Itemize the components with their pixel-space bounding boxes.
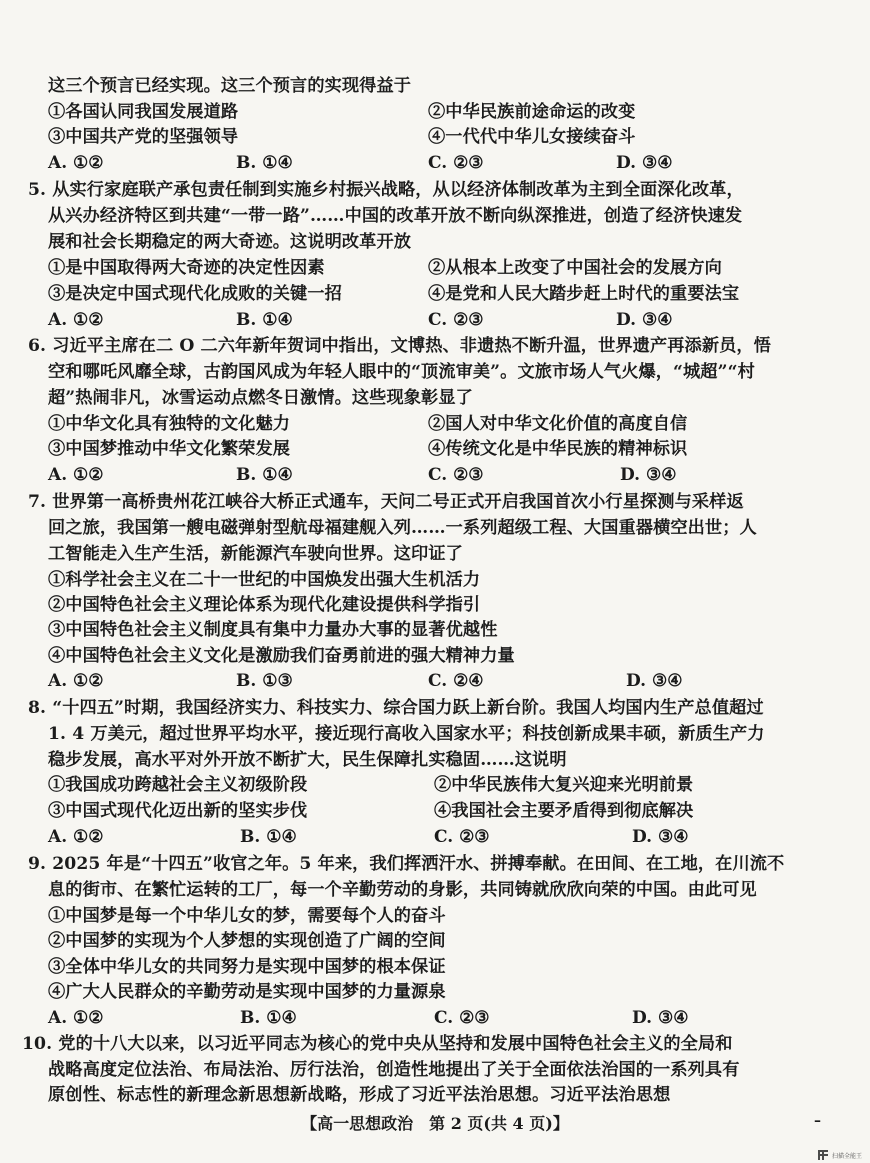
q5-stem-line-1: 5. 从实行家庭联产承包责任制到实施乡村振兴战略，从以经济体制改革为主到全面深化改革， xyxy=(28,180,744,200)
q4-option-d: D. ③④ xyxy=(616,153,673,173)
q5-statement-1: ①是中国取得两大奇迹的决定性因素 xyxy=(48,258,325,278)
q7-statement-2: ②中国特色社会主义理论体系为现代化建设提供科学指引 xyxy=(48,595,481,615)
q5-option-a: A. ①② xyxy=(48,310,104,330)
q9-stem-line-2: 息的街市、在繁忙运转的工厂，每一个辛勤劳动的身影，共同铸就欣欣向荣的中国。由此可见 xyxy=(48,880,757,900)
scanner-logo-icon xyxy=(818,1150,828,1160)
q4-statement-3: ③中国共产党的坚强领导 xyxy=(48,127,239,147)
q5-statement-4: ④是党和人民大踏步赶上时代的重要法宝 xyxy=(428,284,740,304)
q9-option-c: C. ②③ xyxy=(434,1008,490,1028)
q8-stem-line-1: 8. “十四五”时期，我国经济实力、科技实力、综合国力跃上新台阶。我国人均国内生产总值超过 xyxy=(28,698,764,718)
q8-option-b: B. ①④ xyxy=(240,827,297,847)
q7-option-d: D. ③④ xyxy=(626,671,683,691)
q9-option-b: B. ①④ xyxy=(240,1008,297,1028)
q7-option-a: A. ①② xyxy=(48,671,104,691)
q4-statement-1: ①各国认同我国发展道路 xyxy=(48,102,239,122)
q4-option-b: B. ①④ xyxy=(236,153,293,173)
q6-stem-line-1: 6. 习近平主席在二 O 二六年新年贺词中指出，文博热、非遗热不断升温，世界遗产再添新员，悟 xyxy=(28,336,771,356)
q8-statement-3: ③中国式现代化迈出新的坚实步伐 xyxy=(48,801,308,821)
q7-statement-3: ③中国特色社会主义制度具有集中力量办大事的显著优越性 xyxy=(48,620,498,640)
q6-option-d: D. ③④ xyxy=(620,465,677,485)
q7-statement-1: ①科学社会主义在二十一世纪的中国焕发出强大生机活力 xyxy=(48,570,481,590)
q5-option-b: B. ①④ xyxy=(236,310,293,330)
q10-stem-line-2: 战略高度定位法治、布局法治、厉行法治，创造性地提出了关于全面依法治国的一系列具有 xyxy=(48,1060,740,1080)
q4-option-a: A. ①② xyxy=(48,153,104,173)
q9-statement-4: ④广大人民群众的辛勤劳动是实现中国梦的力量源泉 xyxy=(48,982,446,1002)
q5-statement-2: ②从根本上改变了中国社会的发展方向 xyxy=(428,258,722,278)
q9-statement-1: ①中国梦是每一个中华儿女的梦，需要每个人的奋斗 xyxy=(48,906,446,926)
q9-statement-2: ②中国梦的实现为个人梦想的实现创造了广阔的空间 xyxy=(48,931,446,951)
q6-stem-line-3: 超”热闹非凡，冰雪运动点燃冬日激情。这些现象彰显了 xyxy=(48,388,473,408)
q7-stem-line-2: 回之旅，我国第一艘电磁弹射型航母福建舰入列……一系列超级工程、大国重器横空出世；人 xyxy=(48,518,757,538)
q4-stem-tail: 这三个预言已经实现。这三个预言的实现得益于 xyxy=(48,76,412,96)
q10-stem-line-3: 原创性、标志性的新理念新思想新战略，形成了习近平法治思想。习近平法治思想 xyxy=(48,1085,671,1105)
page-footer: 【高一思想政治 第 2 页(共 4 页)】 xyxy=(301,1114,569,1133)
q5-stem-line-3: 展和社会长期稳定的两大奇迹。这说明改革开放 xyxy=(48,232,412,252)
q8-statement-1: ①我国成功跨越社会主义初级阶段 xyxy=(48,775,308,795)
q7-statement-4: ④中国特色社会主义文化是激励我们奋勇前进的强大精神力量 xyxy=(48,646,515,666)
q8-statement-4: ④我国社会主要矛盾得到彻底解决 xyxy=(434,801,694,821)
q9-option-d: D. ③④ xyxy=(632,1008,689,1028)
q5-option-c: C. ②③ xyxy=(428,310,484,330)
q6-statement-2: ②国人对中华文化价值的高度自信 xyxy=(428,414,688,434)
q6-option-a: A. ①② xyxy=(48,465,104,485)
q6-option-b: B. ①④ xyxy=(236,465,293,485)
q7-option-b: B. ①③ xyxy=(236,671,293,691)
q4-option-c: C. ②③ xyxy=(428,153,484,173)
q6-statement-1: ①中华文化具有独特的文化魅力 xyxy=(48,414,291,434)
q7-stem-line-3: 工智能走入生产生活，新能源汽车驶向世界。这印证了 xyxy=(48,544,463,564)
q8-option-a: A. ①② xyxy=(48,827,104,847)
q5-stem-line-2: 从兴办经济特区到共建“一带一路”……中国的改革开放不断向纵深推进，创造了经济快速发 xyxy=(48,206,743,226)
q6-statement-4: ④传统文化是中华民族的精神标识 xyxy=(428,439,688,459)
q4-statement-4: ④一代代中华儿女接续奋斗 xyxy=(428,127,636,147)
q9-statement-3: ③全体中华儿女的共同努力是实现中国梦的根本保证 xyxy=(48,957,446,977)
q6-stem-line-2: 空和哪吒风靡全球，古韵国风成为年轻人眼中的“顶流审美”。文旅市场人气火爆，“城超”“村 xyxy=(48,362,755,382)
q7-option-c: C. ②④ xyxy=(428,671,484,691)
q6-statement-3: ③中国梦推动中华文化繁荣发展 xyxy=(48,439,291,459)
q8-stem-line-2: 1. 4 万美元，超过世界平均水平，接近现行高收入国家水平；科技创新成果丰硕，新质生产力 xyxy=(48,724,765,744)
q5-option-d: D. ③④ xyxy=(616,310,673,330)
q4-statement-2: ②中华民族前途命运的改变 xyxy=(428,102,636,122)
q9-stem-line-1: 9. 2025 年是“十四五”收官之年。5 年来，我们挥洒汗水、拼搏奉献。在田间、在工地，在川流不 xyxy=(28,854,785,874)
q8-stem-line-3: 稳步发展，高水平对外开放不断扩大，民生保障扎实稳固……这说明 xyxy=(48,750,567,770)
q6-option-c: C. ②③ xyxy=(428,465,484,485)
q8-option-d: D. ③④ xyxy=(632,827,689,847)
q8-option-c: C. ②③ xyxy=(434,827,490,847)
corner-mark: – xyxy=(814,1113,821,1129)
q9-option-a: A. ①② xyxy=(48,1008,104,1028)
scanner-watermark: 扫描全能王 xyxy=(832,1153,863,1160)
q5-statement-3: ③是决定中国式现代化成败的关键一招 xyxy=(48,284,342,304)
q8-statement-2: ②中华民族伟大复兴迎来光明前景 xyxy=(434,775,694,795)
q7-stem-line-1: 7. 世界第一高桥贵州花江峡谷大桥正式通车，天问二号正式开启我国首次小行星探测与采样返 xyxy=(28,492,744,512)
q10-stem-line-1: 10. 党的十八大以来，以习近平同志为核心的党中央从坚持和发展中国特色社会主义的全局和 xyxy=(22,1034,733,1054)
